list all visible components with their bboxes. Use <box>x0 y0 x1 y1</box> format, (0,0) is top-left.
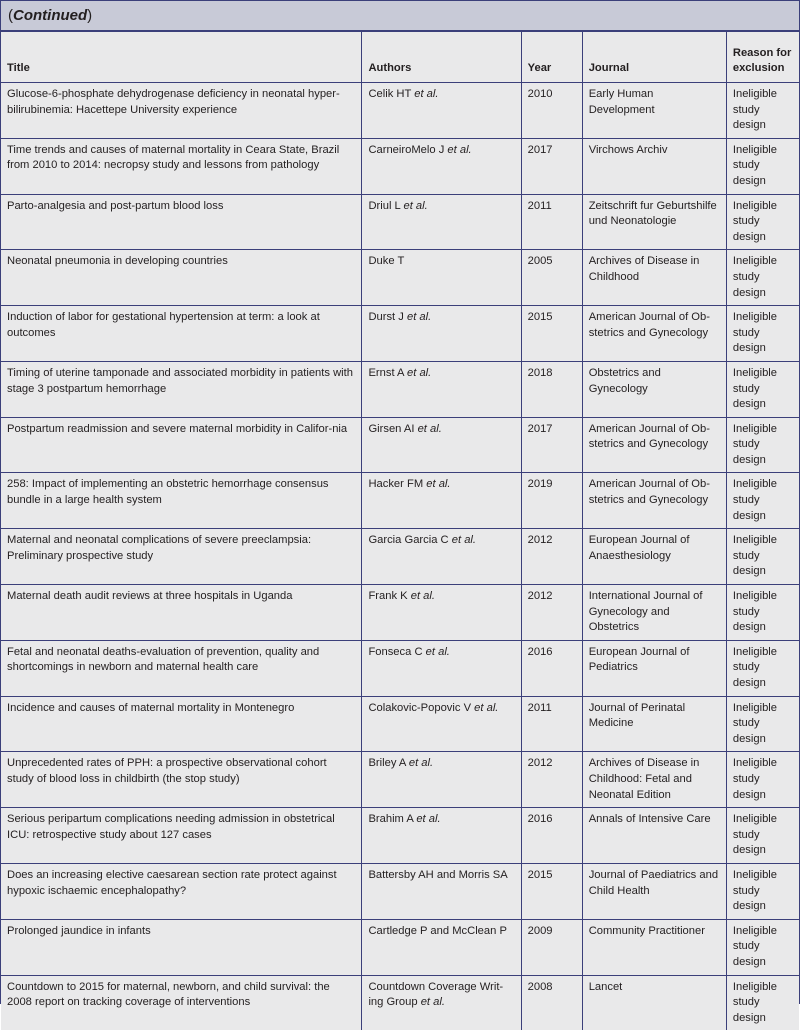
author-names: Duke T <box>368 255 404 267</box>
et-al: et al. <box>474 702 498 714</box>
cell-year: 2012 <box>521 585 582 641</box>
author-names: Briley A <box>368 757 405 769</box>
table-row <box>1 83 799 139</box>
et-al: et al. <box>407 367 431 379</box>
cell-reason: Ineligible study design <box>726 975 799 1030</box>
continued-open: ( <box>8 7 13 24</box>
cell-reason: Ineligible study design <box>726 250 799 306</box>
et-al: et al. <box>403 200 427 212</box>
cell-journal: Annals of Intensive Care <box>582 808 726 864</box>
cell-authors <box>362 250 521 306</box>
cell-year: 2017 <box>521 417 582 473</box>
cell-title: Time trends and causes of maternal mortality in Ceara State, Brazil from 2010 to 2014: necropsy study and lessons from pathology <box>1 138 362 194</box>
cell-journal: Early Human Development <box>582 83 726 139</box>
author-names: Celik HT <box>368 88 411 100</box>
cell-journal: International Journal of Gynecology and Obstetrics <box>582 585 726 641</box>
et-al: et al. <box>416 813 440 825</box>
exclusion-table <box>1 31 799 1030</box>
table-row <box>1 250 799 306</box>
cell-journal: American Journal of Ob-stetrics and Gynecology <box>582 306 726 362</box>
cell-title: Prolonged jaundice in infants <box>1 919 362 975</box>
table-row <box>1 919 799 975</box>
cell-journal: Journal of Perinatal Medicine <box>582 696 726 752</box>
cell-year: 2005 <box>521 250 582 306</box>
author-names: Garcia Garcia C <box>368 534 448 546</box>
continued-close: ) <box>87 7 92 24</box>
table-row <box>1 529 799 585</box>
table-row <box>1 696 799 752</box>
cell-title: Incidence and causes of maternal mortality in Montenegro <box>1 696 362 752</box>
cell-reason: Ineligible study design <box>726 194 799 250</box>
table-row <box>1 863 799 919</box>
author-names: CarneiroMelo J <box>368 144 444 156</box>
cell-journal: Virchows Archiv <box>582 138 726 194</box>
cell-reason: Ineligible study design <box>726 585 799 641</box>
table-row <box>1 640 799 696</box>
author-names: Driul L <box>368 200 400 212</box>
cell-authors <box>362 194 521 250</box>
cell-journal: European Journal of Pediatrics <box>582 640 726 696</box>
cell-authors <box>362 808 521 864</box>
table-header-row <box>1 32 799 83</box>
author-names: Durst J <box>368 311 403 323</box>
cell-reason: Ineligible study design <box>726 529 799 585</box>
cell-journal: Archives of Disease in Childhood <box>582 250 726 306</box>
cell-year: 2019 <box>521 473 582 529</box>
cell-authors <box>362 640 521 696</box>
author-names: Girsen AI <box>368 423 414 435</box>
cell-title: Glucose-6-phosphate dehydrogenase deficiency in neonatal hyper-bilirubinemia: Hacettepe University experience <box>1 83 362 139</box>
cell-title: 258: Impact of implementing an obstetric hemorrhage consensus bundle in a large health system <box>1 473 362 529</box>
cell-reason: Ineligible study design <box>726 83 799 139</box>
cell-authors <box>362 417 521 473</box>
cell-journal: Lancet <box>582 975 726 1030</box>
continued-header <box>1 1 799 31</box>
cell-journal: Journal of Paediatrics and Child Health <box>582 863 726 919</box>
author-names: Brahim A <box>368 813 413 825</box>
column-header-authors: Authors <box>362 32 521 83</box>
author-names: Cartledge P and McClean P <box>368 925 506 937</box>
column-header-journal: Journal <box>582 32 726 83</box>
cell-reason: Ineligible study design <box>726 417 799 473</box>
cell-authors <box>362 83 521 139</box>
cell-authors <box>362 529 521 585</box>
table-row <box>1 361 799 417</box>
author-names: Frank K <box>368 590 407 602</box>
continued-label: Continued <box>13 7 87 24</box>
table-row <box>1 306 799 362</box>
cell-reason: Ineligible study design <box>726 361 799 417</box>
author-names: Battersby AH and Morris SA <box>368 869 507 881</box>
cell-authors <box>362 306 521 362</box>
cell-reason: Ineligible study design <box>726 808 799 864</box>
et-al: et al. <box>421 996 445 1008</box>
table-row <box>1 975 799 1030</box>
table-row <box>1 417 799 473</box>
author-names: Colakovic-Popovic V <box>368 702 471 714</box>
column-header-year: Year <box>521 32 582 83</box>
cell-journal: Archives of Disease in Childhood: Fetal and Neonatal Edition <box>582 752 726 808</box>
cell-authors <box>362 138 521 194</box>
cell-reason: Ineligible study design <box>726 306 799 362</box>
cell-reason: Ineligible study design <box>726 473 799 529</box>
table-body <box>1 83 799 1030</box>
cell-title: Fetal and neonatal deaths-evaluation of prevention, quality and shortcomings in newborn and maternal health care <box>1 640 362 696</box>
author-names: Countdown Coverage Writ-ing Group <box>368 981 503 1009</box>
cell-year: 2011 <box>521 696 582 752</box>
table-row <box>1 808 799 864</box>
et-al: et al. <box>447 144 471 156</box>
cell-title: Does an increasing elective caesarean section rate protect against hypoxic ischaemic encephalopathy? <box>1 863 362 919</box>
cell-year: 2009 <box>521 919 582 975</box>
cell-authors <box>362 863 521 919</box>
author-names: Fonseca C <box>368 646 422 658</box>
cell-reason: Ineligible study design <box>726 863 799 919</box>
column-header-reason: Reason for exclusion <box>726 32 799 83</box>
table-row <box>1 473 799 529</box>
cell-reason: Ineligible study design <box>726 696 799 752</box>
cell-year: 2010 <box>521 83 582 139</box>
et-al: et al. <box>418 423 442 435</box>
et-al: et al. <box>426 646 450 658</box>
cell-journal: American Journal of Ob-stetrics and Gynecology <box>582 417 726 473</box>
et-al: et al. <box>409 757 433 769</box>
cell-authors <box>362 585 521 641</box>
cell-journal: Community Practitioner <box>582 919 726 975</box>
cell-journal: Obstetrics and Gynecology <box>582 361 726 417</box>
cell-title: Postpartum readmission and severe maternal morbidity in Califor-nia <box>1 417 362 473</box>
cell-year: 2011 <box>521 194 582 250</box>
et-al: et al. <box>411 590 435 602</box>
cell-reason: Ineligible study design <box>726 752 799 808</box>
cell-year: 2018 <box>521 361 582 417</box>
table-row <box>1 194 799 250</box>
cell-authors <box>362 919 521 975</box>
cell-title: Maternal death audit reviews at three hospitals in Uganda <box>1 585 362 641</box>
table-row <box>1 138 799 194</box>
cell-title: Countdown to 2015 for maternal, newborn, and child survival: the 2008 report on tracking coverage of interventions <box>1 975 362 1030</box>
table-row <box>1 585 799 641</box>
cell-title: Unprecedented rates of PPH: a prospective observational cohort study of blood loss in childbirth (the stop study) <box>1 752 362 808</box>
cell-authors <box>362 696 521 752</box>
cell-year: 2017 <box>521 138 582 194</box>
column-header-title: Title <box>1 32 362 83</box>
cell-journal: Zeitschrift fur Geburtshilfe und Neonatologie <box>582 194 726 250</box>
et-al: et al. <box>414 88 438 100</box>
cell-year: 2016 <box>521 640 582 696</box>
cell-year: 2008 <box>521 975 582 1030</box>
cell-reason: Ineligible study design <box>726 138 799 194</box>
cell-title: Neonatal pneumonia in developing countries <box>1 250 362 306</box>
cell-authors <box>362 975 521 1030</box>
author-names: Hacker FM <box>368 478 423 490</box>
et-al: et al. <box>426 478 450 490</box>
cell-year: 2015 <box>521 863 582 919</box>
table-row <box>1 752 799 808</box>
cell-title: Parto-analgesia and post-partum blood loss <box>1 194 362 250</box>
cell-year: 2012 <box>521 752 582 808</box>
et-al: et al. <box>452 534 476 546</box>
cell-title: Timing of uterine tamponade and associated morbidity in patients with stage 3 postpartum hemorrhage <box>1 361 362 417</box>
cell-title: Serious peripartum complications needing admission in obstetrical ICU: retrospective study about 127 cases <box>1 808 362 864</box>
cell-reason: Ineligible study design <box>726 919 799 975</box>
cell-authors <box>362 361 521 417</box>
cell-title: Induction of labor for gestational hypertension at term: a look at outcomes <box>1 306 362 362</box>
cell-title: Maternal and neonatal complications of severe preeclampsia: Preliminary prospective study <box>1 529 362 585</box>
cell-year: 2012 <box>521 529 582 585</box>
author-names: Ernst A <box>368 367 403 379</box>
cell-year: 2015 <box>521 306 582 362</box>
cell-journal: American Journal of Ob-stetrics and Gynecology <box>582 473 726 529</box>
cell-journal: European Journal of Anaesthesiology <box>582 529 726 585</box>
cell-authors <box>362 752 521 808</box>
cell-authors <box>362 473 521 529</box>
cell-reason: Ineligible study design <box>726 640 799 696</box>
et-al: et al. <box>407 311 431 323</box>
cell-year: 2016 <box>521 808 582 864</box>
